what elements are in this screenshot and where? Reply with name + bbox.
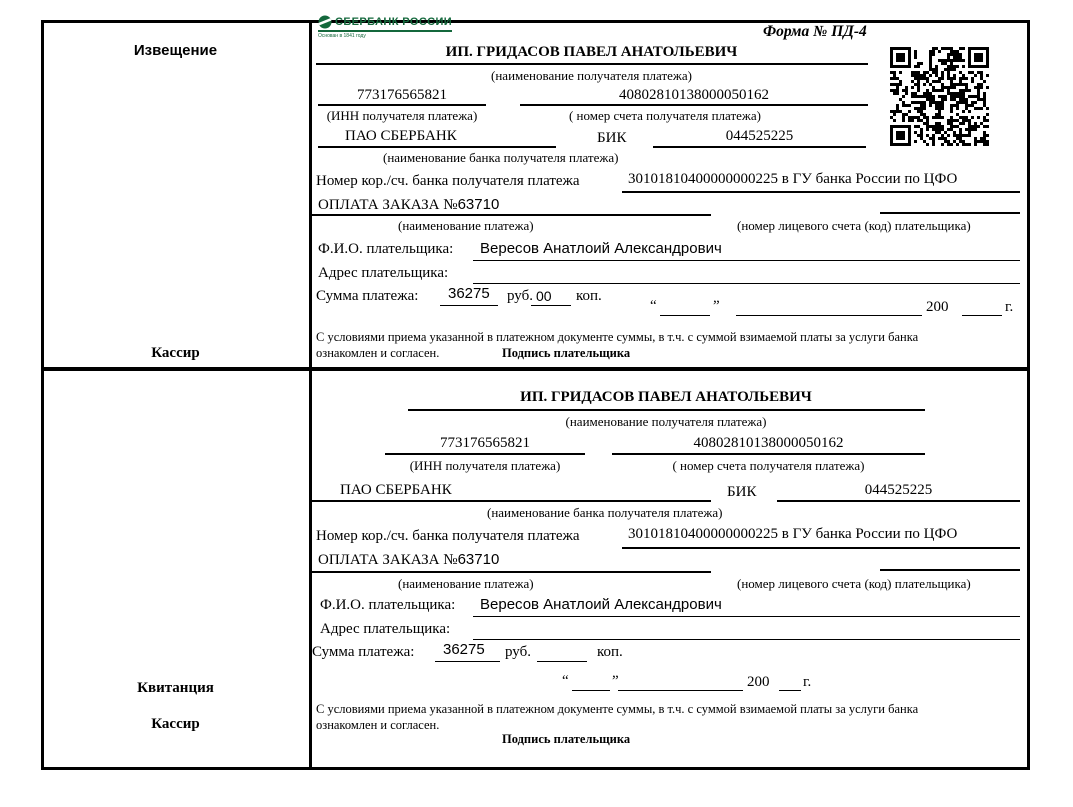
field-line: [312, 571, 711, 573]
bik-label: БИК: [597, 130, 627, 146]
sberbank-logo-icon: [318, 15, 332, 29]
payer-signature-label: Подпись плательщика: [502, 732, 631, 746]
bik-label: БИК: [727, 484, 757, 500]
account-caption: ( номер счета получателя платежа): [672, 458, 865, 473]
recipient-name-caption: (наименование получателя платежа): [491, 68, 692, 83]
payer-address-label: Адрес плательщика:: [320, 621, 451, 637]
bank-logo-text: СБЕРБАНК РОССИИ: [335, 16, 453, 28]
payment-name-caption: (наименование платежа): [398, 576, 534, 591]
inn-value: 773176565821: [357, 87, 447, 103]
account-caption: ( номер счета получателя платежа): [568, 108, 762, 123]
field-line: [962, 315, 1002, 316]
field-line: [880, 569, 1020, 571]
bik-value: 044525225: [864, 482, 933, 498]
field-line: [660, 315, 710, 316]
personal-account-caption: (номер лицевого счета (код) плательщика): [737, 576, 971, 591]
bank-name-value: ПАО СБЕРБАНК: [340, 482, 452, 498]
field-line: [316, 63, 868, 65]
bik-value: 044525225: [725, 128, 794, 144]
kop-label: коп.: [576, 288, 602, 304]
section-divider: [41, 367, 1030, 371]
field-line: [653, 146, 866, 148]
field-line: [622, 191, 1020, 193]
inn-caption: (ИНН получателя платежа): [409, 458, 561, 473]
field-line: [520, 104, 868, 106]
field-line: [537, 661, 587, 662]
field-line: [473, 616, 1020, 617]
payer-address-label: Адрес плательщика:: [318, 265, 449, 281]
field-line: [473, 283, 1020, 284]
field-line: [318, 104, 486, 106]
field-line: [435, 661, 500, 662]
field-line: [385, 453, 585, 455]
field-line: [779, 690, 801, 691]
stub-cashier-label-bottom: Кассир: [151, 716, 200, 732]
terms-line2: ознакомлен и согласен.: [316, 718, 440, 732]
payer-name-value: Вересов Анатлоий Александрович: [480, 240, 722, 257]
kop-label: коп.: [597, 644, 623, 660]
date-year-suffix: г.: [1005, 299, 1014, 315]
inn-caption: (ИНН получателя платежа): [326, 108, 478, 123]
sum-rub-value: 36275: [448, 285, 490, 302]
date-century: 200: [926, 299, 949, 315]
field-line: [612, 453, 925, 455]
field-line: [736, 315, 922, 316]
account-value: 40802810138000050162: [619, 87, 769, 103]
date-quote-open: “: [650, 298, 657, 314]
corr-account-value: 30101810400000000225 в ГУ банка России по ЦФО: [628, 526, 958, 542]
bank-logo-subtext: Основан в 1841 году: [318, 33, 366, 39]
rub-label: руб.: [505, 644, 531, 660]
corr-account-label: Номер кор./сч. банка получателя платежа: [316, 528, 580, 544]
field-line: [777, 500, 1020, 502]
inn-value: 773176565821: [440, 435, 530, 451]
qr-code: [890, 47, 989, 146]
date-quote-close: ”: [713, 298, 720, 314]
field-line: [318, 146, 556, 148]
date-quote-open: “: [562, 673, 569, 689]
personal-account-caption: (номер лицевого счета (код) плательщика): [737, 218, 971, 233]
field-line: [622, 547, 1020, 549]
date-century: 200: [747, 674, 770, 690]
payer-signature-label: Подпись плательщика: [502, 346, 631, 360]
rub-label: руб.: [507, 288, 533, 304]
terms-line2: ознакомлен и согласен.: [316, 346, 440, 360]
recipient-name-caption: (наименование получателя платежа): [565, 414, 767, 429]
order-number: 63710: [457, 196, 500, 213]
field-line: [408, 409, 925, 411]
stub-notice-label: Извещение: [133, 42, 218, 59]
date-quote-close: ”: [612, 673, 619, 689]
field-line: [473, 639, 1020, 640]
date-year-suffix: г.: [803, 674, 812, 690]
field-line: [531, 305, 571, 306]
payment-purpose-value: [318, 196, 499, 214]
corr-account-label: Номер кор./сч. банка получателя платежа: [316, 173, 580, 189]
recipient-name-value: ИП. ГРИДАСОВ ПАВЕЛ АНАТОЛЬЕВИЧ: [520, 389, 812, 405]
terms-line1: С условиями приема указанной в платежном документе суммы, в т.ч. с суммой взимаемой платы за услуги банка: [316, 702, 919, 716]
payment-purpose-prefix: ОПЛАТА ЗАКАЗА №: [318, 197, 458, 213]
form-number: Форма № ПД-4: [763, 23, 867, 40]
corr-account-value: 30101810400000000225 в ГУ банка России по ЦФО: [628, 171, 958, 187]
bank-name-value: ПАО СБЕРБАНК: [345, 128, 457, 144]
payment-purpose-prefix: ОПЛАТА ЗАКАЗА №: [318, 552, 458, 568]
payer-name-value: Вересов Анатлоий Александрович: [480, 596, 722, 613]
recipient-name-value: ИП. ГРИДАСОВ ПАВЕЛ АНАТОЛЬЕВИЧ: [445, 44, 738, 60]
field-line: [618, 690, 743, 691]
terms-line1: С условиями приема указанной в платежном документе суммы, в т.ч. с суммой взимаемой платы за услуги банка: [316, 330, 919, 344]
payment-name-caption: (наименование платежа): [398, 218, 534, 233]
payment-purpose-value: [318, 551, 499, 569]
sberbank-logo: [318, 15, 452, 39]
field-line: [312, 214, 711, 216]
bank-caption: (наименование банка получателя платежа): [383, 150, 619, 165]
bank-caption: (наименование банка получателя платежа): [487, 505, 723, 520]
order-number: 63710: [457, 551, 500, 568]
sum-rub-value: 36275: [443, 641, 485, 658]
stub-cashier-label-top: Кассир: [151, 345, 200, 361]
payer-name-label: Ф.И.О. плательщика:: [318, 241, 454, 257]
field-line: [880, 212, 1020, 214]
sum-label: Сумма платежа:: [316, 288, 419, 304]
stub-receipt-label: Квитанция: [137, 680, 214, 696]
field-line: [572, 690, 610, 691]
sum-label: Сумма платежа:: [312, 644, 415, 660]
field-line: [473, 260, 1020, 261]
field-line: [440, 305, 498, 306]
field-line: [312, 500, 711, 502]
account-value: 40802810138000050162: [693, 435, 844, 451]
sum-kop-value: 00: [536, 288, 552, 304]
payer-name-label: Ф.И.О. плательщика:: [320, 597, 456, 613]
